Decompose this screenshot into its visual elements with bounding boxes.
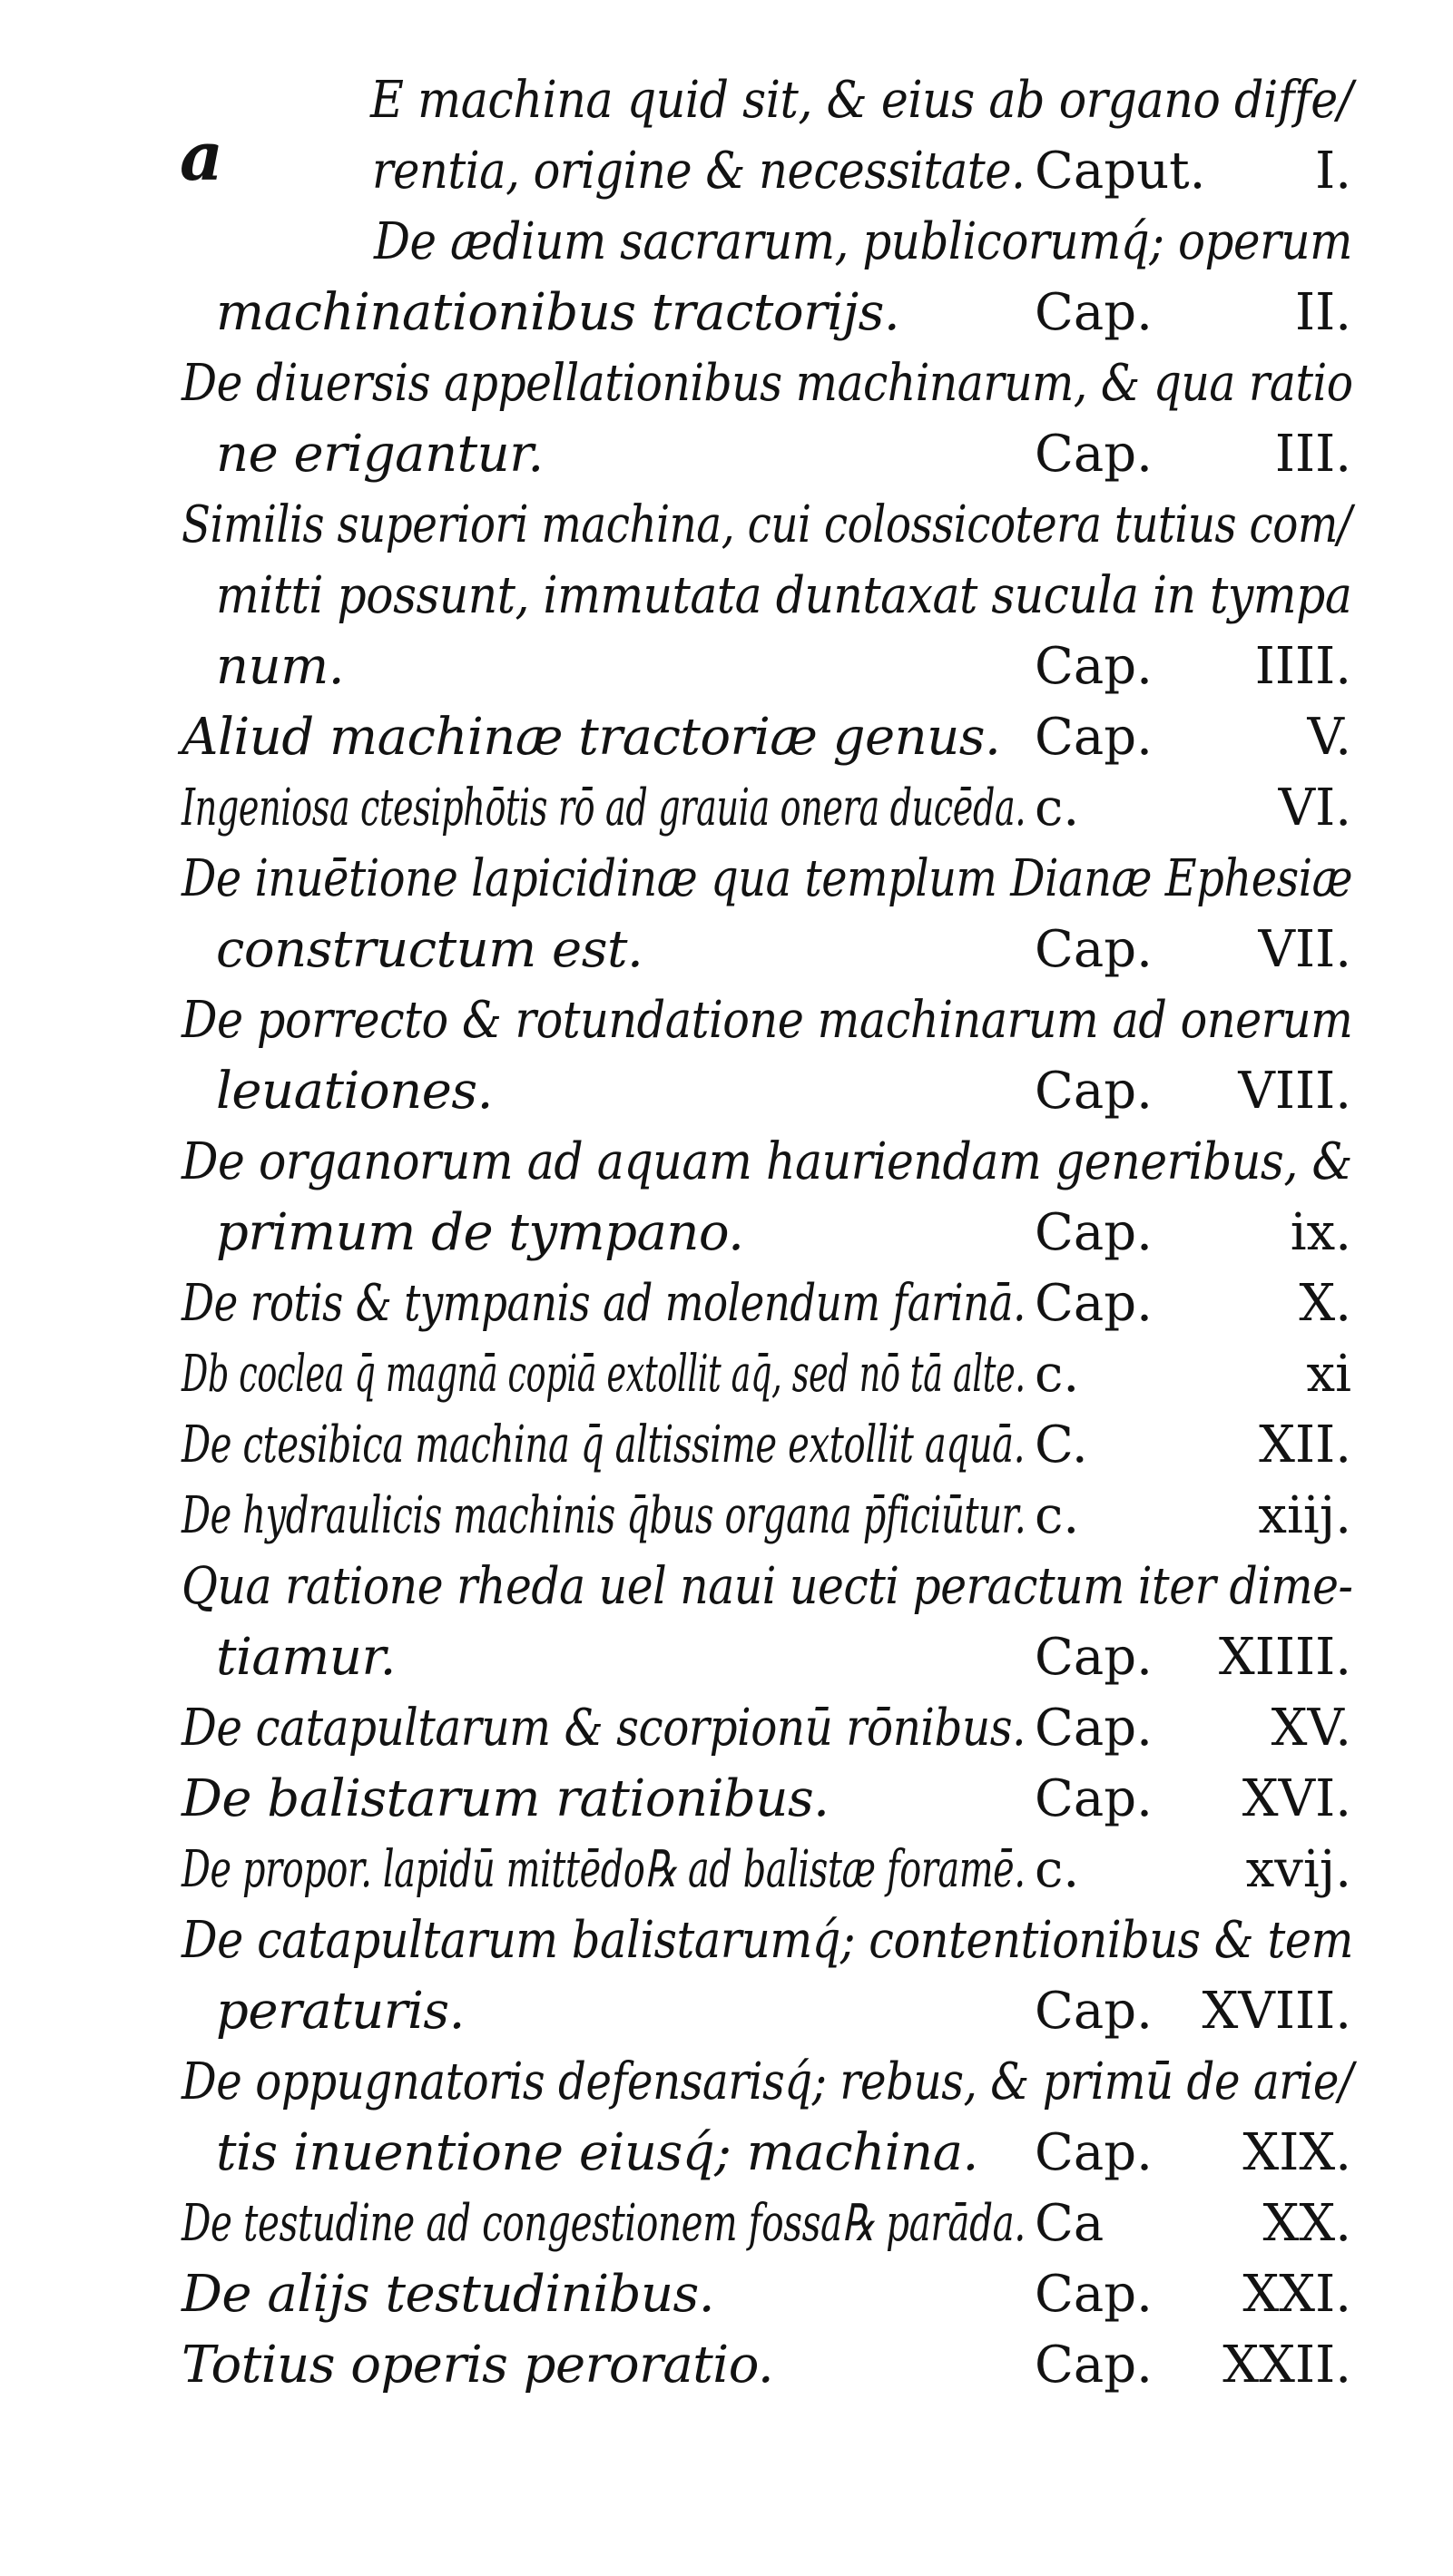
entry-title: De oppugnatoris defensarisq́; rebus, & primū de arie/ (182, 2052, 1353, 2111)
chapter-label: Cap. (1035, 1699, 1153, 1758)
toc-line (0, 490, 1453, 561)
entry-title: De catapultarum balistarumq́; contentionibus & tem (182, 1911, 1354, 1970)
toc-line (0, 773, 1453, 844)
chapter-number: IIII. (1254, 637, 1351, 696)
signature-mark: a (180, 118, 223, 196)
entry-title: De ædium sacrarum, publicorumq́; operum (374, 212, 1352, 271)
entry-title: De rotis & tympanis ad molendum farinā. (182, 1274, 1026, 1333)
toc-line (0, 2259, 1453, 2330)
toc-line (0, 844, 1453, 915)
chapter-label: Cap. (1035, 283, 1153, 342)
toc-line (0, 2047, 1453, 2118)
chapter-number: VII. (1258, 920, 1351, 979)
chapter-label: c. (1035, 1345, 1080, 1404)
chapter-label: c. (1035, 779, 1080, 837)
toc-line (0, 1127, 1453, 1198)
toc-line (0, 348, 1453, 419)
toc-line (0, 1552, 1453, 1622)
chapter-number: XV. (1271, 1699, 1351, 1758)
toc-line (0, 419, 1453, 490)
chapter-number: VI. (1278, 779, 1351, 837)
toc-line (0, 1198, 1453, 1268)
entry-title: peraturis. (216, 1982, 465, 2041)
chapter-number: XXII. (1222, 2336, 1351, 2395)
chapter-label: Cap. (1035, 1769, 1153, 1828)
chapter-label: Cap. (1035, 425, 1153, 484)
entry-title: De alijs testudinibus. (182, 2265, 715, 2324)
chapter-number: II. (1294, 283, 1351, 342)
chapter-number: X. (1299, 1274, 1351, 1333)
toc-line (0, 632, 1453, 702)
chapter-number: ix. (1290, 1203, 1351, 1262)
entry-title: De organorum ad aquam hauriendam generibus, & (182, 1132, 1352, 1191)
entry-title: De porrecto & rotundatione machinarum ad onerum (182, 991, 1353, 1050)
entry-title: primum de tympano. (216, 1203, 744, 1262)
entry-title: Ingeniosa ctesiphōtis rō ad grauia onera ducēda. (182, 779, 1026, 837)
chapter-number: XXI. (1242, 2265, 1351, 2324)
entry-title: E machina quid sit, & eius ab organo diffe/ (370, 71, 1353, 130)
entry-title: num. (216, 637, 345, 696)
entry-title: De inuētione lapicidinæ qua templum Dianæ Ephesiæ (182, 849, 1353, 908)
toc-line (0, 1339, 1453, 1410)
chapter-number: XIIII. (1218, 1628, 1351, 1687)
chapter-label: c. (1035, 1486, 1080, 1545)
chapter-label: Cap. (1035, 1982, 1153, 2041)
toc-line (0, 278, 1453, 348)
entry-title: machinationibus tractorijs. (216, 283, 900, 342)
entry-title: Similis superiori machina, cui colossicotera tutius com/ (182, 495, 1352, 554)
entry-title: leuationes. (216, 1062, 493, 1121)
toc-line (0, 1410, 1453, 1481)
chapter-number: XVI. (1242, 1769, 1351, 1828)
toc-line (0, 1764, 1453, 1835)
entry-title: De catapultarum & scorpionū rōnibus. (182, 1699, 1026, 1758)
chapter-label: Cap. (1035, 1062, 1153, 1121)
entry-title: mitti possunt, immutata duntaxat sucula in tympa (216, 566, 1352, 625)
toc-line (0, 1056, 1453, 1127)
toc-line (0, 2330, 1453, 2401)
chapter-label: c. (1035, 1840, 1080, 1899)
chapter-number: XII. (1259, 1415, 1351, 1474)
toc-line (0, 2189, 1453, 2259)
toc-line (0, 1693, 1453, 1764)
chapter-label: Caput. (1035, 142, 1206, 201)
toc-line (0, 1835, 1453, 1905)
toc-line (0, 1622, 1453, 1693)
entry-title: Qua ratione rheda uel naui uecti peractum iter dime- (182, 1557, 1353, 1616)
toc-line (0, 702, 1453, 773)
chapter-number: III. (1274, 425, 1351, 484)
entry-title: De balistarum rationibus. (182, 1769, 830, 1828)
entry-title: De testudine ad congestionem fossa℞ parāda. (182, 2194, 1026, 2253)
toc-line (0, 1481, 1453, 1552)
chapter-label: Cap. (1035, 1274, 1153, 1333)
toc-line (0, 1976, 1453, 2047)
entry-title: Totius operis peroratio. (182, 2336, 774, 2395)
chapter-number: xiij. (1258, 1486, 1351, 1545)
chapter-label: Cap. (1035, 2265, 1153, 2324)
toc-line (0, 2118, 1453, 2189)
entry-title: Db coclea q̄ magnā copiā extollit aq̄, sed nō tā alte. (182, 1345, 1026, 1404)
entry-title: ne erigantur. (216, 425, 544, 484)
toc-line (0, 561, 1453, 632)
chapter-label: Cap. (1035, 2336, 1153, 2395)
chapter-label: Cap. (1035, 1203, 1153, 1262)
chapter-number: xvij. (1245, 1840, 1351, 1899)
entry-title: Aliud machinæ tractoriæ genus. (182, 708, 1001, 767)
chapter-label: Cap. (1035, 1628, 1153, 1687)
toc-line (0, 65, 1453, 136)
toc-line (0, 915, 1453, 985)
chapter-label: Cap. (1035, 708, 1153, 767)
chapter-number: I. (1315, 142, 1351, 201)
chapter-label: Cap. (1035, 637, 1153, 696)
chapter-number: VIII. (1238, 1062, 1351, 1121)
toc-line (0, 207, 1453, 278)
toc-line (0, 136, 1453, 207)
chapter-label: Ca (1035, 2194, 1104, 2253)
entry-title: De diuersis appellationibus machinarum, & qua ratio (182, 354, 1353, 413)
toc-line (0, 1905, 1453, 1976)
chapter-number: XIX. (1242, 2123, 1351, 2182)
entry-title: De ctesibica machina q̄ altissime extollit aquā. (182, 1415, 1026, 1474)
entry-title: tis inuentione eiusq́; machina. (216, 2123, 978, 2182)
chapter-number: XX. (1262, 2194, 1351, 2253)
entry-title: rentia, origine & necessitate. (372, 142, 1026, 201)
toc-line (0, 1268, 1453, 1339)
toc-line (0, 985, 1453, 1056)
chapter-label: Cap. (1035, 2123, 1153, 2182)
entry-title: De propor. lapidū mittēdo℞ ad balistæ foramē. (182, 1840, 1026, 1899)
entry-title: tiamur. (216, 1628, 396, 1687)
chapter-number: xi (1306, 1345, 1351, 1404)
entry-title: constructum est. (216, 920, 643, 979)
entry-title: De hydraulicis machinis q̄bus organa p̄ficiūtur. (182, 1486, 1026, 1545)
chapter-number: V. (1307, 708, 1351, 767)
chapter-number: XVIII. (1202, 1982, 1351, 2041)
chapter-label: Cap. (1035, 920, 1153, 979)
chapter-label: C. (1035, 1415, 1088, 1474)
